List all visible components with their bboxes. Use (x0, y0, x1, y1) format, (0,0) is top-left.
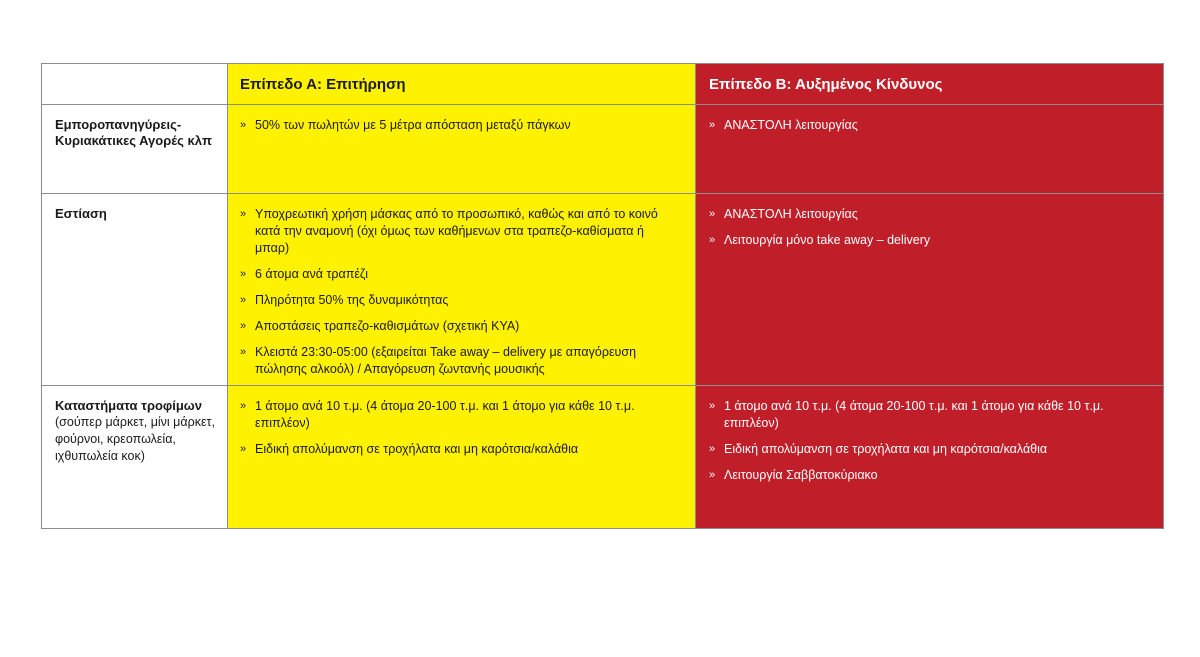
item-text: Ειδική απολύμανση σε τροχήλατα και μη καρότσια/καλάθια (255, 442, 579, 456)
list-item (240, 441, 681, 458)
level-b-list (709, 117, 1149, 134)
level-b-cell (696, 194, 1164, 386)
level-a-cell (228, 194, 696, 386)
row-label-cell (42, 386, 228, 529)
level-a-list (240, 398, 681, 458)
list-item (240, 398, 681, 432)
item-text: Πληρότητα 50% της δυναμικότητας (255, 293, 449, 307)
item-text: ΑΝΑΣΤΟΛΗ λειτουργίας (724, 118, 858, 132)
list-item (240, 318, 681, 335)
row-label: Καταστήματα τροφίμων (55, 398, 202, 413)
item-text: Λειτουργία Σαββατοκύριακο (724, 468, 878, 482)
list-item (240, 266, 681, 283)
bullet-icon: » (240, 443, 247, 455)
list-item (709, 398, 1149, 432)
level-a-list (240, 206, 681, 378)
level-b-cell (696, 105, 1164, 194)
item-text: Λειτουργία μόνο take away – delivery (724, 233, 931, 247)
list-item (240, 206, 681, 257)
list-item (709, 117, 1149, 134)
item-text: Κλειστά 23:30-05:00 (εξαιρείται Take away – delivery με απαγόρευση πώλησης αλκοόλ) / Απαγόρευση ζωντανής μουσικής (255, 345, 637, 376)
row-sublabel: (σούπερ μάρκετ, μίνι μάρκετ, φούρνοι, κρεοπωλεία, ιχθυπωλεία κοκ) (55, 415, 215, 463)
header-empty-cell (42, 64, 228, 105)
level-b-list (709, 398, 1149, 484)
item-text: Ειδική απολύμανση σε τροχήλατα και μη καρότσια/καλάθια (724, 442, 1048, 456)
item-text: Αποστάσεις τραπεζο-καθισμάτων (σχετική ΚΥΑ) (255, 319, 520, 333)
bullet-icon: » (240, 208, 247, 220)
bullet-icon: » (709, 208, 716, 220)
level-a-list (240, 117, 681, 134)
list-item (709, 467, 1149, 484)
table-row (42, 386, 1164, 529)
bullet-icon: » (709, 400, 716, 412)
bullet-icon: » (709, 469, 716, 481)
row-label: Εμποροπανηγύρεις-Κυριακάτικες Αγορές κλπ (55, 117, 212, 148)
list-item (709, 206, 1149, 223)
bullet-icon: » (240, 268, 247, 280)
list-item (709, 441, 1149, 458)
row-label-cell (42, 105, 228, 194)
row-label: Εστίαση (55, 206, 107, 221)
list-item (240, 117, 681, 134)
list-item (709, 232, 1149, 249)
level-a-cell (228, 105, 696, 194)
bullet-icon: » (709, 443, 716, 455)
header-level-b: Επίπεδο Β: Αυξημένος Κίνδυνος (696, 64, 1164, 105)
bullet-icon: » (709, 234, 716, 246)
item-text: ΑΝΑΣΤΟΛΗ λειτουργίας (724, 207, 858, 221)
bullet-icon: » (240, 119, 247, 131)
item-text: 6 άτομα ανά τραπέζι (255, 267, 368, 281)
bullet-icon: » (240, 294, 247, 306)
bullet-icon: » (240, 320, 247, 332)
table-row (42, 194, 1164, 386)
list-item (240, 292, 681, 309)
table-row (42, 105, 1164, 194)
item-text: Υποχρεωτική χρήση μάσκας από το προσωπικό, καθώς και από το κοινό κατά την αναμονή (όχι όμως των καθήμενων στα τραπεζο-καθίσματα ή μπαρ) (255, 207, 658, 255)
bullet-icon: » (709, 119, 716, 131)
level-b-list (709, 206, 1149, 249)
row-label-cell (42, 194, 228, 386)
list-item (240, 344, 681, 378)
bullet-icon: » (240, 400, 247, 412)
item-text: 1 άτομο ανά 10 τ.μ. (4 άτομα 20-100 τ.μ. και 1 άτομο για κάθε 10 τ.μ. επιπλέον) (255, 399, 635, 430)
item-text: 50% των πωλητών με 5 μέτρα απόσταση μεταξύ πάγκων (255, 118, 571, 132)
measures-table (41, 63, 1164, 529)
header-row (42, 64, 1164, 105)
bullet-icon: » (240, 346, 247, 358)
level-a-cell (228, 386, 696, 529)
header-level-a: Επίπεδο Α: Επιτήρηση (228, 64, 696, 105)
level-b-cell (696, 386, 1164, 529)
item-text: 1 άτομο ανά 10 τ.μ. (4 άτομα 20-100 τ.μ. και 1 άτομο για κάθε 10 τ.μ. επιπλέον) (724, 399, 1104, 430)
